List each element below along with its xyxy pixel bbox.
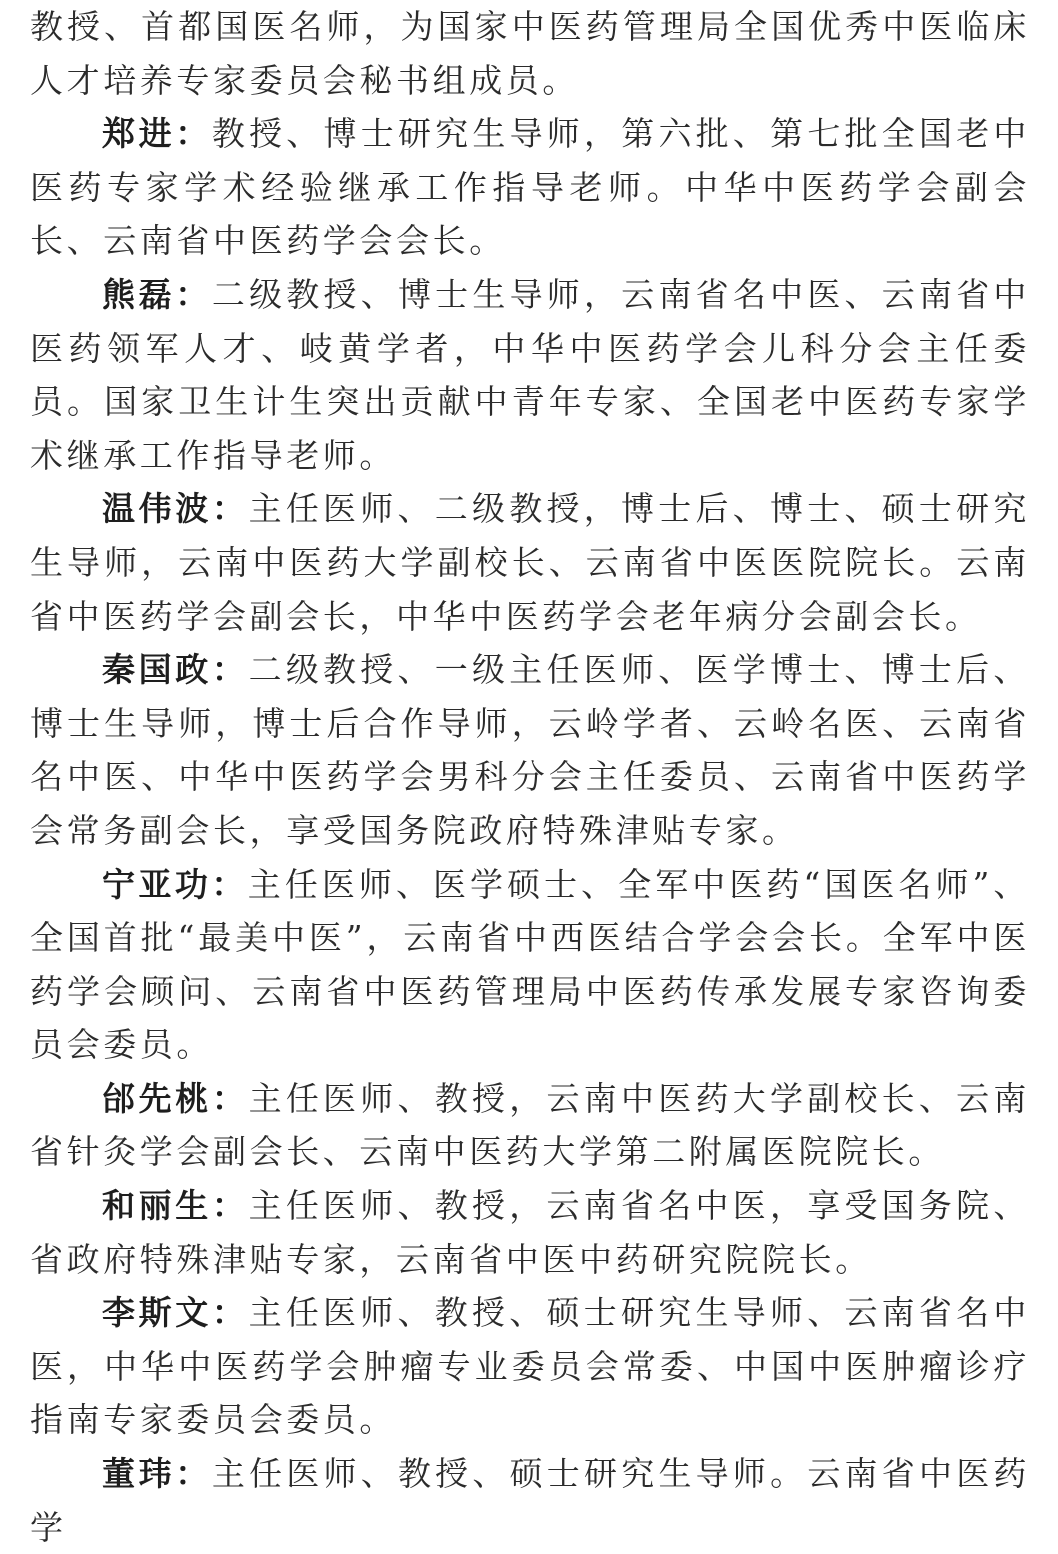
bio-paragraph-qin-guozheng bbox=[30, 643, 1030, 857]
bio-text: 主任医师、二级教授，博士后、博士、硕士研究生导师，云南中医药大学副校长、云南省中医医院院长。云南省中医药学会副会长，中华中医药学会老年病分会副会长。 bbox=[30, 489, 1031, 636]
person-name: 熊磊： bbox=[102, 274, 212, 314]
bio-text: 教授、博士研究生导师，第六批、第七批全国老中医药专家学术经验继承工作指导老师。中华中医药学会副会长、云南省中医药学会会长。 bbox=[30, 114, 1031, 261]
person-name: 郑进： bbox=[102, 114, 212, 154]
document-page bbox=[30, 0, 1030, 1554]
person-name: 温伟波： bbox=[102, 489, 249, 529]
person-name: 董玮： bbox=[102, 1454, 212, 1494]
person-name: 秦国政： bbox=[102, 650, 249, 690]
bio-text: 二级教授、博士生导师，云南省名中医、云南省中医药领军人才、岐黄学者，中华中医药学会儿科分会主任委员。国家卫生计生突出贡献中青年专家、全国老中医药专家学术继承工作指导老师。 bbox=[30, 274, 1031, 475]
bio-paragraph-ning-yagong bbox=[30, 858, 1030, 1072]
bio-text: 主任医师、医学硕士、全军中医药“国医名师”、全国首批“最美中医”，云南省中西医结合学会会长。全军中医药学会顾问、云南省中医药管理局中医药传承发展专家咨询委员会委员。 bbox=[30, 864, 1031, 1065]
bio-paragraph-zheng-jin bbox=[30, 107, 1030, 268]
intro-paragraph: 教授、首都国医名师，为国家中医药管理局全国优秀中医临床人才培养专家委员会秘书组成员。 bbox=[30, 7, 1030, 100]
person-name: 李斯文： bbox=[102, 1293, 249, 1333]
person-name: 邰先桃： bbox=[102, 1078, 249, 1118]
bio-text: 主任医师、教授、硕士研究生导师。云南省中医药学 bbox=[30, 1454, 1031, 1547]
bio-paragraph-li-siwen bbox=[30, 1286, 1030, 1447]
bio-paragraph-dong-wei bbox=[30, 1447, 1030, 1554]
bio-paragraph-tai-xiantao bbox=[30, 1072, 1030, 1179]
bio-text: 二级教授、一级主任医师、医学博士、博士后、博士生导师，博士后合作导师，云岭学者、云岭名医、云南省名中医、中华中医药学会男科分会主任委员、云南省中医药学会常务副会长，享受国务院政府特殊津贴专家。 bbox=[30, 650, 1031, 850]
bio-text: 主任医师、教授，云南省名中医，享受国务院、省政府特殊津贴专家，云南省中医中药研究院院长。 bbox=[30, 1186, 1031, 1279]
bio-text: 主任医师、教授、硕士研究生导师、云南省名中医，中华中医药学会肿瘤专业委员会常委、中国中医肿瘤诊疗指南专家委员会委员。 bbox=[30, 1293, 1031, 1440]
bio-paragraph-xiong-lei bbox=[30, 268, 1030, 482]
person-name: 宁亚功： bbox=[102, 864, 248, 904]
person-name: 和丽生： bbox=[102, 1186, 249, 1226]
bio-paragraph-he-lisheng bbox=[30, 1179, 1030, 1286]
bio-text: 主任医师、教授，云南中医药大学副校长、云南省针灸学会副会长、云南中医药大学第二附属医院院长。 bbox=[30, 1078, 1031, 1172]
bio-paragraph-wen-weibo bbox=[30, 482, 1030, 643]
